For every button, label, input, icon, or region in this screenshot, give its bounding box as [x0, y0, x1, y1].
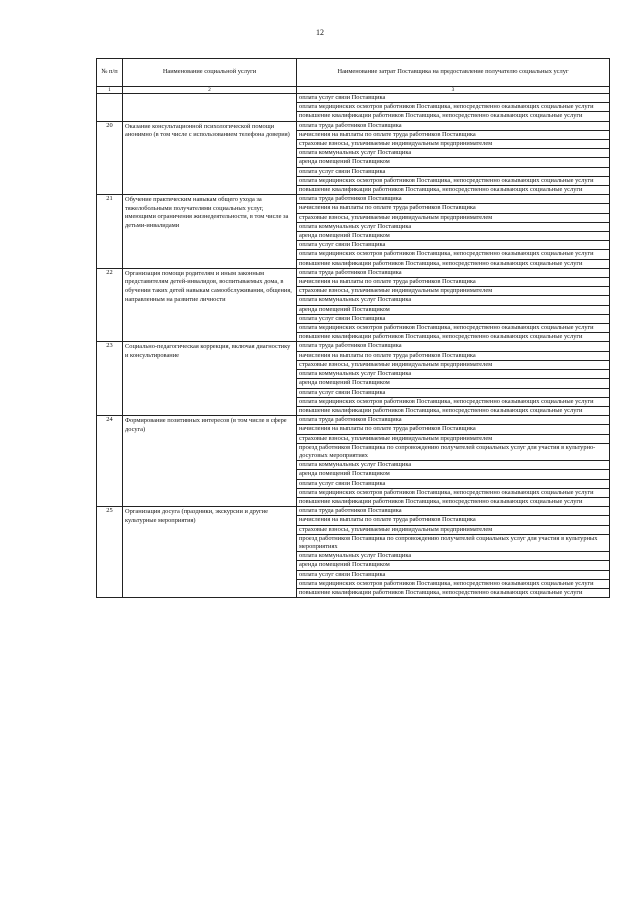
column-number-row	[97, 87, 610, 94]
cost-item: начисления на выплаты по оплате труда работников Поставщика	[297, 204, 610, 213]
row-number: 25	[97, 507, 123, 598]
header-service: Наименование социальной услуги	[123, 59, 297, 87]
service-row	[97, 121, 610, 130]
service-row	[97, 507, 610, 516]
service-name: Обучение практическим навыкам общего ухода за тяжелобольными получателями социальных услуг, имеющими ограничения жизнедеятельности, в том числе за детьми-инвалидами	[123, 195, 297, 269]
column-number: 2	[123, 87, 297, 94]
row-number: 24	[97, 416, 123, 507]
column-number: 3	[297, 87, 610, 94]
service-name: Оказание консультационной психологической помощи анонимно (в том числе с использованием телефона доверия)	[123, 121, 297, 195]
cost-item: оплата услуг связи Поставщика	[297, 570, 610, 579]
service-name: Формирование позитивных интересов (в том числе в сфере досуга)	[123, 416, 297, 507]
cost-item: начисления на выплаты по оплате труда работников Поставщика	[297, 351, 610, 360]
cost-item: аренда помещений Поставщиком	[297, 232, 610, 241]
cost-item: оплата труда работников Поставщика	[297, 507, 610, 516]
header-costs: Наименование затрат Поставщика на предоставление получателю социальных услуг	[297, 59, 610, 87]
cost-item: начисления на выплаты по оплате труда работников Поставщика	[297, 130, 610, 139]
cost-item: страховые взносы, уплачиваемые индивидуальным предпринимателем	[297, 213, 610, 222]
cost-item: оплата коммунальных услуг Поставщика	[297, 552, 610, 561]
cost-item: оплата труда работников Поставщика	[297, 268, 610, 277]
cost-item: аренда помещений Поставщиком	[297, 379, 610, 388]
cost-item: страховые взносы, уплачиваемые индивидуальным предпринимателем	[297, 287, 610, 296]
cost-item: оплата медицинских осмотров работников Поставщика, непосредственно оказывающих социальные услуги	[297, 250, 610, 259]
cost-item: начисления на выплаты по оплате труда работников Поставщика	[297, 516, 610, 525]
row-number: 22	[97, 268, 123, 342]
service-name	[123, 94, 297, 122]
cost-item: оплата труда работников Поставщика	[297, 342, 610, 351]
cost-item: оплата труда работников Поставщика	[297, 416, 610, 425]
cost-item: повышение квалификации работников Поставщика, непосредственно оказывающих социальные услуги	[297, 333, 610, 342]
cost-item: повышение квалификации работников Поставщика, непосредственно оказывающих социальные услуги	[297, 497, 610, 506]
cost-item: повышение квалификации работников Поставщика, непосредственно оказывающих социальные услуги	[297, 186, 610, 195]
cost-item: оплата услуг связи Поставщика	[297, 241, 610, 250]
cost-item: оплата услуг связи Поставщика	[297, 94, 610, 103]
cost-item: оплата коммунальных услуг Поставщика	[297, 370, 610, 379]
row-number: 21	[97, 195, 123, 269]
table-body	[97, 87, 610, 598]
cost-item: оплата медицинских осмотров работников Поставщика, непосредственно оказывающих социальные услуги	[297, 488, 610, 497]
cost-item: аренда помещений Поставщиком	[297, 561, 610, 570]
service-name: Социально-педагогическая коррекция, включая диагностику и консультирование	[123, 342, 297, 416]
cost-item: начисления на выплаты по оплате труда работников Поставщика	[297, 425, 610, 434]
cost-item: оплата коммунальных услуг Поставщика	[297, 222, 610, 231]
cost-item: страховые взносы, уплачиваемые индивидуальным предпринимателем	[297, 360, 610, 369]
row-number	[97, 94, 123, 122]
cost-item: оплата услуг связи Поставщика	[297, 314, 610, 323]
cost-item: оплата труда работников Поставщика	[297, 195, 610, 204]
cost-item: повышение квалификации работников Поставщика, непосредственно оказывающих социальные услуги	[297, 406, 610, 415]
cost-item: аренда помещений Поставщиком	[297, 305, 610, 314]
cost-item: проезд работников Поставщика по сопровождению получателей социальных услуг для участия в культурно-досуговых мероприятиях	[297, 443, 610, 460]
service-name: Организация досуга (праздники, экскурсии и другие культурные мероприятия)	[123, 507, 297, 598]
row-number: 23	[97, 342, 123, 416]
continuation-row	[97, 94, 610, 103]
cost-item: повышение квалификации работников Поставщика, непосредственно оказывающих социальные услуги	[297, 588, 610, 597]
service-row	[97, 268, 610, 277]
cost-item: оплата труда работников Поставщика	[297, 121, 610, 130]
cost-item: оплата медицинских осмотров работников Поставщика, непосредственно оказывающих социальные услуги	[297, 397, 610, 406]
cost-item: оплата медицинских осмотров работников Поставщика, непосредственно оказывающих социальные услуги	[297, 176, 610, 185]
cost-item: оплата коммунальных услуг Поставщика	[297, 149, 610, 158]
cost-item: начисления на выплаты по оплате труда работников Поставщика	[297, 278, 610, 287]
cost-item: повышение квалификации работников Поставщика, непосредственно оказывающих социальные услуги	[297, 259, 610, 268]
service-row	[97, 342, 610, 351]
cost-item: повышение квалификации работников Поставщика, непосредственно оказывающих социальные услуги	[297, 112, 610, 121]
cost-item: оплата медицинских осмотров работников Поставщика, непосредственно оказывающих социальные услуги	[297, 324, 610, 333]
service-name: Организация помощи родителям и иным законным представителям детей-инвалидов, воспитываемых дома, в обучении таких детей навыкам самообслуживания, общения, направленным на развитие личности	[123, 268, 297, 342]
cost-item: аренда помещений Поставщиком	[297, 158, 610, 167]
cost-item: проезд работников Поставщика по сопровождению получателей социальных услуг для участия в культурных мероприятиях	[297, 534, 610, 551]
service-row	[97, 195, 610, 204]
row-number: 20	[97, 121, 123, 195]
cost-item: страховые взносы, уплачиваемые индивидуальным предпринимателем	[297, 434, 610, 443]
page-number: 12	[316, 28, 324, 37]
cost-item: страховые взносы, уплачиваемые индивидуальным предпринимателем	[297, 140, 610, 149]
cost-item: оплата услуг связи Поставщика	[297, 167, 610, 176]
cost-item: оплата медицинских осмотров работников Поставщика, непосредственно оказывающих социальные услуги	[297, 579, 610, 588]
cost-item: оплата коммунальных услуг Поставщика	[297, 461, 610, 470]
service-row	[97, 416, 610, 425]
cost-item: оплата медицинских осмотров работников Поставщика, непосредственно оказывающих социальные услуги	[297, 103, 610, 112]
cost-item: страховые взносы, уплачиваемые индивидуальным предпринимателем	[297, 525, 610, 534]
cost-item: оплата коммунальных услуг Поставщика	[297, 296, 610, 305]
column-number: 1	[97, 87, 123, 94]
service-costs-table	[96, 58, 610, 598]
cost-item: оплата услуг связи Поставщика	[297, 388, 610, 397]
header-row	[97, 59, 610, 87]
cost-item: оплата услуг связи Поставщика	[297, 479, 610, 488]
cost-item: аренда помещений Поставщиком	[297, 470, 610, 479]
header-num: № п/п	[97, 59, 123, 87]
